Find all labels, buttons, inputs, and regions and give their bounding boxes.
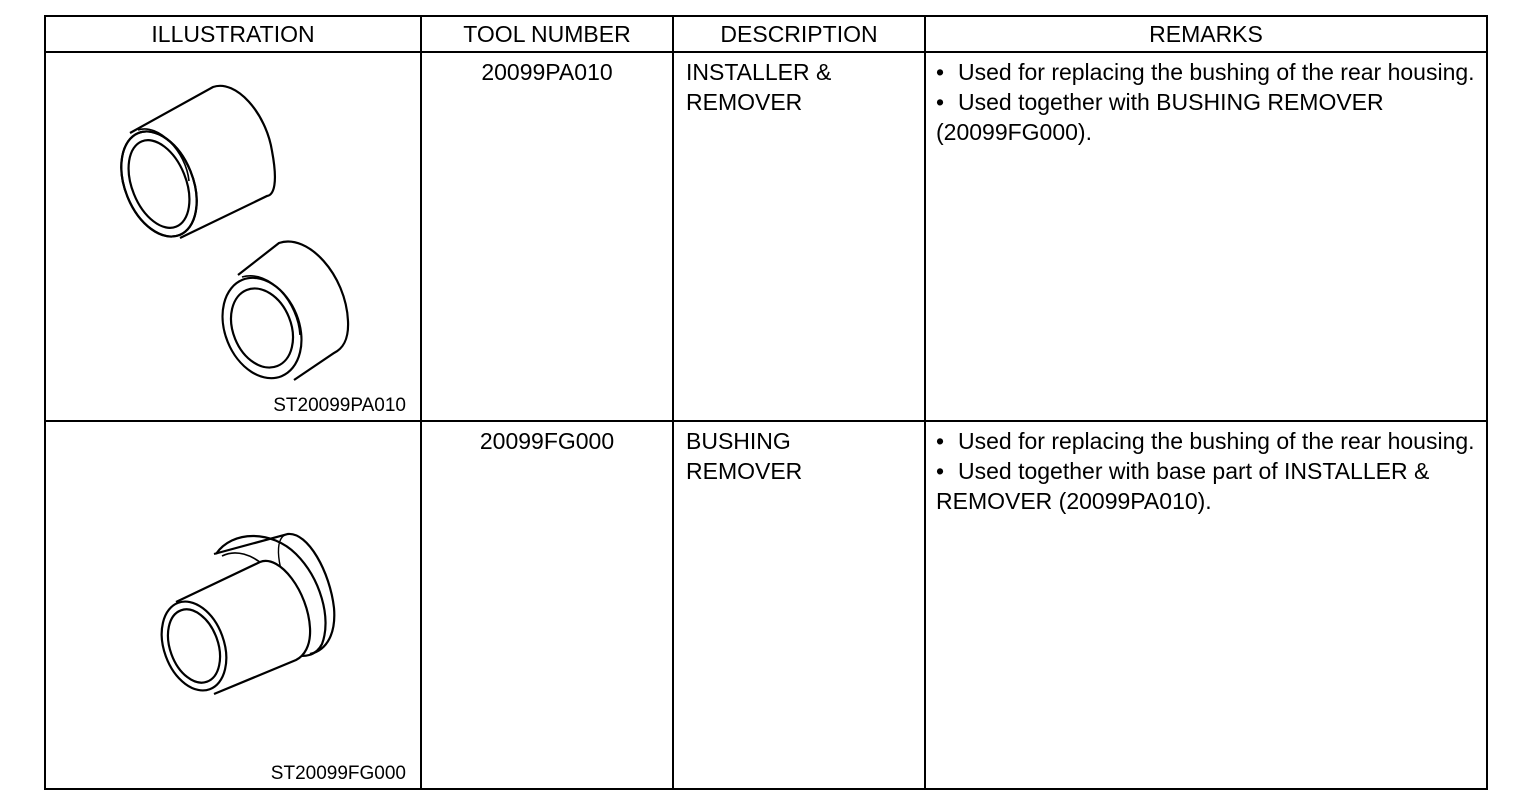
table-row [45,421,1487,790]
bullet-icon: • [936,427,945,454]
header-illustration: ILLUSTRATION [45,16,421,52]
remark-text: Used together with base part of INSTALLER & REMOVER (20099PA010). [936,457,1430,514]
description-line: REMOVER [686,457,803,484]
special-tools-table [44,15,1488,790]
bullet-icon: • [936,59,945,85]
remark-item [936,57,1476,87]
header-description: DESCRIPTION [673,16,925,52]
description-line: BUSHING [686,427,791,454]
remark-text: Used for replacing the bushing of the rear housing. [958,427,1475,454]
remark-text: Used for replacing the bushing of the rear housing. [958,59,1475,85]
remark-item [936,87,1476,147]
installer-remover-sleeves-icon [46,53,422,419]
remark-item [936,456,1476,516]
remark-text: Used together with BUSHING REMOVER (20099FG000). [936,89,1384,145]
illustration-code: ST20099FG000 [270,763,406,784]
description-line: REMOVER [686,89,803,115]
tool-number-cell: 20099FG000 [421,421,673,790]
remark-item [936,426,1476,456]
bullet-icon: • [936,457,945,484]
description-line: INSTALLER & [686,59,832,85]
header-remarks: REMARKS [925,16,1487,52]
description-cell [673,421,925,790]
tool-number-cell: 20099PA010 [421,52,673,421]
illustration-code: ST20099PA010 [273,394,406,416]
table-row [45,52,1487,421]
table-header-row [45,16,1487,52]
illustration-cell [45,52,421,421]
bushing-remover-icon [46,422,422,788]
header-tool-number: TOOL NUMBER [421,16,673,52]
description-cell [673,52,925,421]
remarks-cell [925,52,1487,421]
remarks-cell [925,421,1487,790]
illustration-cell [45,421,421,790]
bullet-icon: • [936,89,945,115]
